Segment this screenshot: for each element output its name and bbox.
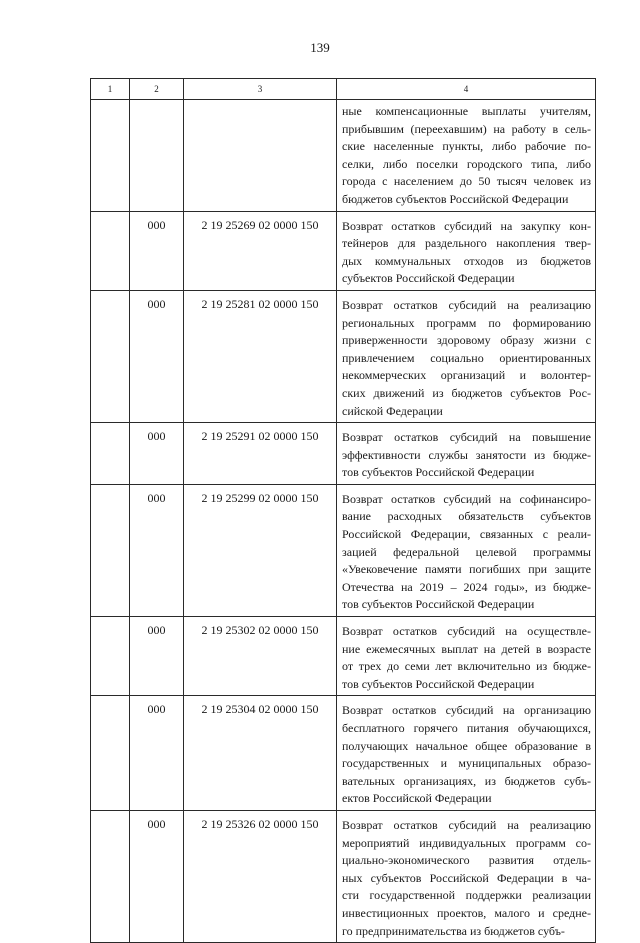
description-line: региональных программ по формированию [342, 315, 591, 330]
budget-classification-code-cell: 2 19 25326 02 0000 150 [184, 810, 337, 942]
admin-code-cell: 000 [130, 290, 184, 422]
description-line: инвестиционных проектов, малого и средне- [342, 905, 591, 920]
description-line: приверженности здоровому образу жизни с [342, 333, 591, 348]
description-line: сийской Федерации [342, 403, 443, 418]
admin-code-cell: 000 [130, 423, 184, 485]
income-description-cell [337, 423, 596, 485]
description-line: бесплатного горячего питания обучающихся, [342, 721, 591, 735]
income-description-cell [337, 100, 596, 212]
budget-classification-code-cell [184, 100, 337, 212]
description-line: ектов Российской Федерации [342, 791, 492, 806]
description-line: вательных организациях, из бюджетов субъ- [342, 773, 591, 788]
description-line: циально-экономического развития отдель- [342, 853, 591, 868]
description-line: Возврат остатков субсидий на реализацию [342, 297, 591, 312]
description-line: города с населением до 50 тысяч человек из [342, 174, 591, 189]
income-description-cell [337, 290, 596, 422]
budget-classification-code-cell: 2 19 25299 02 0000 150 [184, 484, 337, 616]
description-line: некоммерческих организаций и волонтер- [342, 368, 591, 383]
table-row [91, 696, 596, 811]
row-number-cell [91, 696, 130, 811]
description-line: субъектов Российской Федерации [342, 271, 515, 286]
description-line: Возврат остатков субсидий на софинансиро- [342, 491, 591, 506]
table-row [91, 484, 596, 616]
description-line: тов субъектов Российской Федерации [342, 676, 535, 691]
description-line: бюджетов субъектов Российской Федерации [342, 191, 569, 206]
description-line: сти государственной поддержки реализации [342, 888, 591, 903]
row-number-cell [91, 423, 130, 485]
description-line: ние ежемесячных выплат на детей в возрасте [342, 641, 591, 656]
admin-code-cell: 000 [130, 810, 184, 942]
description-line: Возврат остатков субсидий на организацию [342, 703, 591, 718]
description-line: получающих начальное общее образование в [342, 738, 591, 753]
table-row [91, 617, 596, 696]
description-line: ных субъектов Российской Федерации в ча- [342, 870, 591, 885]
description-line: ских движений из бюджетов субъектов Рос- [342, 385, 591, 400]
budget-classification-code-cell: 2 19 25281 02 0000 150 [184, 290, 337, 422]
budget-classification-code-cell: 2 19 25304 02 0000 150 [184, 696, 337, 811]
table-header-row [91, 79, 596, 100]
table-row [91, 423, 596, 485]
description-line: Возврат остатков субсидий на повышение [342, 430, 591, 445]
column-number-2: 2 [130, 79, 184, 100]
column-number-1: 1 [91, 79, 130, 100]
description-line: мероприятий индивидуальных программ со- [342, 835, 591, 850]
table-row [91, 810, 596, 942]
description-line: тов субъектов Российской Федерации [342, 465, 535, 480]
income-description-cell [337, 696, 596, 811]
description-line: государственных и муниципальных образо- [342, 756, 591, 771]
description-line: селки, либо поселки городского типа, либо [342, 156, 591, 171]
description-line: вание расходных обязательств субъектов [342, 509, 591, 524]
row-number-cell [91, 100, 130, 212]
row-number-cell [91, 617, 130, 696]
description-line: ские населенные пункты, либо рабочие по- [342, 139, 591, 154]
row-number-cell [91, 211, 130, 290]
row-number-cell [91, 290, 130, 422]
column-number-4: 4 [337, 79, 596, 100]
admin-code-cell: 000 [130, 484, 184, 616]
description-line: зацией федеральной целевой программы [342, 544, 591, 559]
income-description-cell [337, 211, 596, 290]
row-number-cell [91, 484, 130, 616]
description-line: Возврат остатков субсидий на осуществле- [342, 624, 591, 639]
description-line: Российской Федерации, связанных с реали- [342, 527, 591, 542]
description-line: тов субъектов Российской Федерации [342, 597, 535, 612]
admin-code-cell: 000 [130, 696, 184, 811]
description-line: ные компенсационные выплаты учителям, [342, 104, 591, 118]
table-row [91, 211, 596, 290]
description-line: от трех до семи лет включительно из бюдже- [342, 659, 591, 674]
table-row [91, 290, 596, 422]
admin-code-cell: 000 [130, 617, 184, 696]
budget-classification-code-cell: 2 19 25269 02 0000 150 [184, 211, 337, 290]
description-line: тейнеров для раздельного накопления твер- [342, 236, 591, 251]
description-line: «Увековечение памяти погибших при защите [342, 562, 591, 577]
income-description-cell [337, 617, 596, 696]
budget-classification-code-cell: 2 19 25291 02 0000 150 [184, 423, 337, 485]
budget-codes-table [90, 78, 596, 943]
description-line: Возврат остатков субсидий на закупку кон- [342, 218, 591, 233]
column-number-3: 3 [184, 79, 337, 100]
admin-code-cell: 000 [130, 211, 184, 290]
description-line: прибывшим (переехавшим) на работу в сель- [342, 121, 591, 136]
income-description-cell [337, 810, 596, 942]
description-line: Возврат остатков субсидий на реализацию [342, 817, 591, 832]
admin-code-cell [130, 100, 184, 212]
description-line: привлечением социально ориентированных [342, 350, 591, 365]
row-number-cell [91, 810, 130, 942]
table-row [91, 100, 596, 212]
description-line: эффективности службы занятости из бюдже- [342, 447, 591, 462]
description-line: го предпринимательства из бюджетов субъ- [342, 923, 565, 938]
description-line: Отечества на 2019 – 2024 годы», из бюдже- [342, 579, 591, 594]
description-line: дых коммунальных отходов из бюджетов [342, 253, 591, 268]
budget-classification-code-cell: 2 19 25302 02 0000 150 [184, 617, 337, 696]
income-description-cell [337, 484, 596, 616]
page-number: 139 [310, 40, 330, 55]
